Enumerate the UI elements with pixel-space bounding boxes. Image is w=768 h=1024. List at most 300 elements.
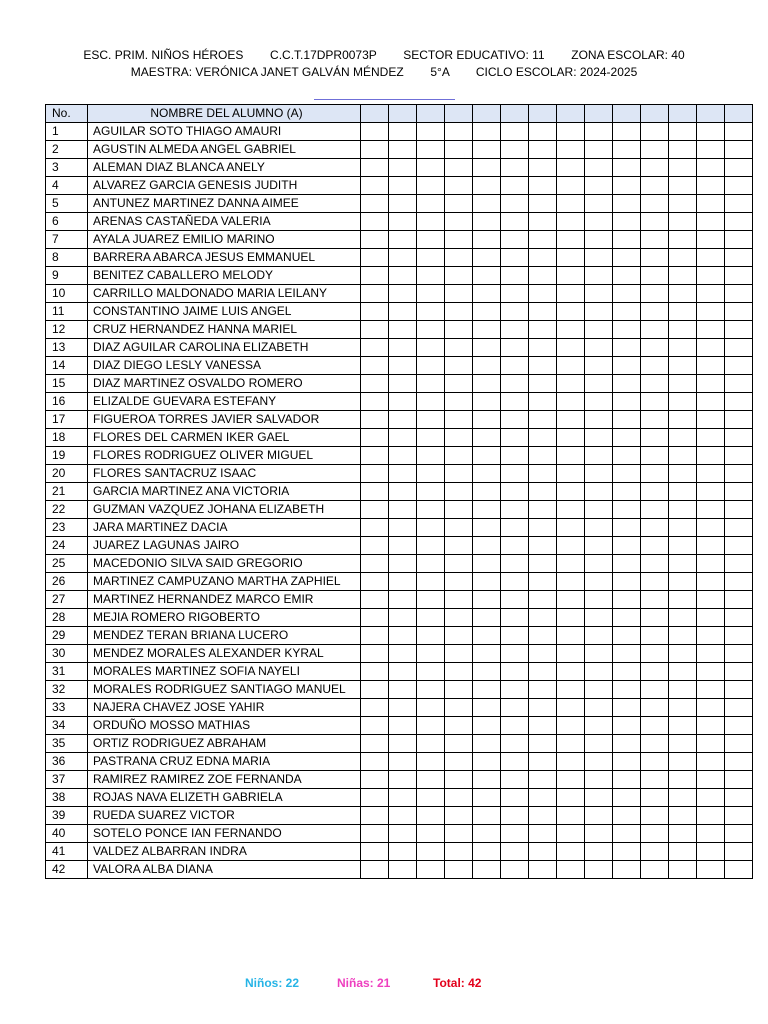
student-name: JARA MARTINEZ DACIA bbox=[88, 519, 361, 537]
blank-cell bbox=[361, 483, 389, 501]
blank-cell bbox=[613, 645, 641, 663]
blank-cell bbox=[613, 537, 641, 555]
blank-cell bbox=[613, 375, 641, 393]
blank-cell bbox=[389, 807, 417, 825]
student-name: ELIZALDE GUEVARA ESTEFANY bbox=[88, 393, 361, 411]
blank-cell bbox=[417, 663, 445, 681]
blank-cell bbox=[669, 681, 697, 699]
blank-cell bbox=[529, 195, 557, 213]
blank-cell bbox=[529, 249, 557, 267]
blank-cell bbox=[585, 231, 613, 249]
blank-cell bbox=[473, 681, 501, 699]
blank-cell bbox=[557, 699, 585, 717]
blank-cell bbox=[725, 339, 753, 357]
student-number: 33 bbox=[46, 699, 88, 717]
blank-cell bbox=[417, 465, 445, 483]
blank-cell bbox=[389, 627, 417, 645]
blank-cell bbox=[389, 285, 417, 303]
table-row bbox=[46, 645, 753, 663]
blank-cell bbox=[585, 195, 613, 213]
blank-cell bbox=[473, 231, 501, 249]
table-row bbox=[46, 771, 753, 789]
blank-cell bbox=[585, 861, 613, 879]
blank-cell bbox=[585, 573, 613, 591]
blank-cell bbox=[473, 267, 501, 285]
blank-cell bbox=[669, 627, 697, 645]
blank-cell bbox=[361, 717, 389, 735]
student-number: 22 bbox=[46, 501, 88, 519]
blank-cell bbox=[473, 123, 501, 141]
blank-cell bbox=[501, 699, 529, 717]
blank-cell bbox=[669, 663, 697, 681]
blank-cell bbox=[557, 447, 585, 465]
blank-cell bbox=[529, 699, 557, 717]
blank-cell bbox=[613, 843, 641, 861]
blank-cell bbox=[669, 465, 697, 483]
blank-cell bbox=[473, 195, 501, 213]
blank-cell bbox=[529, 357, 557, 375]
student-number: 28 bbox=[46, 609, 88, 627]
blank-cell bbox=[361, 249, 389, 267]
blank-cell bbox=[641, 141, 669, 159]
student-name: MENDEZ TERAN BRIANA LUCERO bbox=[88, 627, 361, 645]
blank-cell bbox=[669, 267, 697, 285]
blank-cell bbox=[613, 393, 641, 411]
blank-cell bbox=[529, 573, 557, 591]
blank-cell bbox=[501, 465, 529, 483]
student-number: 32 bbox=[46, 681, 88, 699]
blank-cell bbox=[445, 465, 473, 483]
student-name: CARRILLO MALDONADO MARIA LEILANY bbox=[88, 285, 361, 303]
blank-cell bbox=[389, 429, 417, 447]
blank-cell bbox=[361, 825, 389, 843]
blank-cell bbox=[585, 717, 613, 735]
girls-count: Niñas: 21 bbox=[337, 976, 391, 990]
blank-cell bbox=[473, 411, 501, 429]
blank-cell bbox=[389, 393, 417, 411]
blank-cell bbox=[641, 735, 669, 753]
blank-cell bbox=[501, 123, 529, 141]
student-name: FIGUEROA TORRES JAVIER SALVADOR bbox=[88, 411, 361, 429]
blank-cell bbox=[501, 771, 529, 789]
blank-cell bbox=[641, 843, 669, 861]
student-number: 8 bbox=[46, 249, 88, 267]
blank-cell bbox=[697, 303, 725, 321]
blank-cell bbox=[389, 735, 417, 753]
student-name: ALEMAN DIAZ BLANCA ANELY bbox=[88, 159, 361, 177]
student-number: 11 bbox=[46, 303, 88, 321]
blank-cell bbox=[697, 501, 725, 519]
table-row bbox=[46, 285, 753, 303]
blank-cell bbox=[669, 447, 697, 465]
blank-cell bbox=[725, 267, 753, 285]
blank-cell bbox=[641, 699, 669, 717]
blank-cell bbox=[613, 213, 641, 231]
blank-cell bbox=[585, 753, 613, 771]
student-number: 35 bbox=[46, 735, 88, 753]
blank-cell bbox=[585, 519, 613, 537]
blank-column-header bbox=[613, 105, 641, 123]
blank-cell bbox=[585, 159, 613, 177]
blank-cell bbox=[389, 231, 417, 249]
blank-cell bbox=[473, 537, 501, 555]
blank-cell bbox=[473, 393, 501, 411]
blank-cell bbox=[725, 519, 753, 537]
student-number: 18 bbox=[46, 429, 88, 447]
blank-cell bbox=[361, 303, 389, 321]
blank-cell bbox=[473, 627, 501, 645]
student-roster-table bbox=[45, 104, 753, 879]
blank-cell bbox=[389, 753, 417, 771]
blank-cell bbox=[641, 303, 669, 321]
blank-cell bbox=[585, 303, 613, 321]
blank-cell bbox=[641, 591, 669, 609]
blank-cell bbox=[641, 663, 669, 681]
blank-cell bbox=[501, 213, 529, 231]
blank-cell bbox=[585, 609, 613, 627]
student-name: PASTRANA CRUZ EDNA MARIA bbox=[88, 753, 361, 771]
student-name: VALDEZ ALBARRAN INDRA bbox=[88, 843, 361, 861]
blank-cell bbox=[529, 177, 557, 195]
blank-cell bbox=[389, 717, 417, 735]
blank-column-header bbox=[445, 105, 473, 123]
blank-cell bbox=[529, 807, 557, 825]
blank-cell bbox=[417, 699, 445, 717]
blank-cell bbox=[361, 645, 389, 663]
blank-cell bbox=[529, 771, 557, 789]
blank-cell bbox=[697, 717, 725, 735]
blank-cell bbox=[697, 573, 725, 591]
blank-cell bbox=[557, 303, 585, 321]
blank-cell bbox=[501, 591, 529, 609]
blank-cell bbox=[445, 555, 473, 573]
blank-cell bbox=[445, 627, 473, 645]
blank-cell bbox=[501, 177, 529, 195]
blank-cell bbox=[529, 321, 557, 339]
blank-cell bbox=[725, 699, 753, 717]
blank-cell bbox=[361, 609, 389, 627]
blank-cell bbox=[529, 159, 557, 177]
blank-cell bbox=[445, 249, 473, 267]
blank-cell bbox=[725, 681, 753, 699]
student-number: 12 bbox=[46, 321, 88, 339]
blank-cell bbox=[417, 357, 445, 375]
blank-cell bbox=[641, 321, 669, 339]
blank-cell bbox=[473, 321, 501, 339]
blank-cell bbox=[417, 789, 445, 807]
blank-cell bbox=[697, 609, 725, 627]
student-number: 30 bbox=[46, 645, 88, 663]
blank-cell bbox=[585, 339, 613, 357]
blank-cell bbox=[473, 735, 501, 753]
blank-cell bbox=[641, 177, 669, 195]
blank-cell bbox=[473, 861, 501, 879]
blank-cell bbox=[473, 609, 501, 627]
blank-cell bbox=[725, 627, 753, 645]
blank-cell bbox=[473, 447, 501, 465]
blank-cell bbox=[473, 339, 501, 357]
blank-cell bbox=[669, 717, 697, 735]
blank-cell bbox=[529, 303, 557, 321]
column-header-number: No. bbox=[46, 105, 88, 123]
student-number: 5 bbox=[46, 195, 88, 213]
blank-cell bbox=[585, 177, 613, 195]
blank-cell bbox=[641, 861, 669, 879]
blank-cell bbox=[613, 303, 641, 321]
student-number: 42 bbox=[46, 861, 88, 879]
blank-cell bbox=[557, 123, 585, 141]
blank-cell bbox=[417, 123, 445, 141]
blank-cell bbox=[445, 447, 473, 465]
blank-cell bbox=[389, 501, 417, 519]
blank-cell bbox=[669, 249, 697, 267]
blank-cell bbox=[585, 141, 613, 159]
blank-cell bbox=[473, 753, 501, 771]
blank-cell bbox=[697, 285, 725, 303]
blank-cell bbox=[557, 519, 585, 537]
blank-cell bbox=[417, 177, 445, 195]
blank-cell bbox=[529, 843, 557, 861]
blank-cell bbox=[641, 213, 669, 231]
student-number: 3 bbox=[46, 159, 88, 177]
table-row bbox=[46, 375, 753, 393]
blank-cell bbox=[417, 753, 445, 771]
student-number: 23 bbox=[46, 519, 88, 537]
table-row bbox=[46, 231, 753, 249]
blank-cell bbox=[641, 357, 669, 375]
table-row bbox=[46, 861, 753, 879]
blank-cell bbox=[417, 195, 445, 213]
blank-cell bbox=[557, 195, 585, 213]
blank-cell bbox=[445, 339, 473, 357]
blank-cell bbox=[529, 465, 557, 483]
blank-cell bbox=[557, 843, 585, 861]
blank-cell bbox=[725, 123, 753, 141]
blank-cell bbox=[557, 411, 585, 429]
table-row bbox=[46, 159, 753, 177]
blank-cell bbox=[445, 663, 473, 681]
blank-cell bbox=[473, 465, 501, 483]
table-row bbox=[46, 321, 753, 339]
blank-cell bbox=[473, 177, 501, 195]
blank-cell bbox=[361, 429, 389, 447]
table-row bbox=[46, 303, 753, 321]
blank-cell bbox=[585, 771, 613, 789]
blank-cell bbox=[585, 447, 613, 465]
blank-cell bbox=[501, 735, 529, 753]
blank-cell bbox=[669, 519, 697, 537]
blank-cell bbox=[585, 285, 613, 303]
blank-cell bbox=[557, 753, 585, 771]
blank-cell bbox=[361, 141, 389, 159]
table-row bbox=[46, 609, 753, 627]
blank-cell bbox=[725, 213, 753, 231]
blank-cell bbox=[501, 807, 529, 825]
blank-cell bbox=[417, 483, 445, 501]
blank-cell bbox=[445, 357, 473, 375]
blank-cell bbox=[501, 753, 529, 771]
blank-cell bbox=[361, 213, 389, 231]
blank-cell bbox=[361, 357, 389, 375]
blank-cell bbox=[669, 735, 697, 753]
blank-cell bbox=[417, 537, 445, 555]
table-row bbox=[46, 213, 753, 231]
blank-cell bbox=[529, 411, 557, 429]
blank-cell bbox=[445, 231, 473, 249]
student-number: 27 bbox=[46, 591, 88, 609]
table-row bbox=[46, 681, 753, 699]
blank-cell bbox=[725, 483, 753, 501]
table-row bbox=[46, 627, 753, 645]
blank-cell bbox=[417, 141, 445, 159]
blank-cell bbox=[641, 573, 669, 591]
blank-cell bbox=[389, 483, 417, 501]
blank-cell bbox=[697, 645, 725, 663]
blank-cell bbox=[501, 609, 529, 627]
student-name: CONSTANTINO JAIME LUIS ANGEL bbox=[88, 303, 361, 321]
blank-cell bbox=[725, 303, 753, 321]
blank-cell bbox=[501, 267, 529, 285]
blank-cell bbox=[445, 753, 473, 771]
blank-cell bbox=[613, 123, 641, 141]
blank-cell bbox=[473, 843, 501, 861]
blank-cell bbox=[669, 393, 697, 411]
student-name: ROJAS NAVA ELIZETH GABRIELA bbox=[88, 789, 361, 807]
blank-cell bbox=[445, 735, 473, 753]
blank-cell bbox=[501, 231, 529, 249]
blank-cell bbox=[613, 519, 641, 537]
blank-cell bbox=[557, 573, 585, 591]
blank-cell bbox=[417, 249, 445, 267]
blank-cell bbox=[445, 699, 473, 717]
blank-cell bbox=[501, 843, 529, 861]
blank-cell bbox=[389, 555, 417, 573]
blank-cell bbox=[529, 555, 557, 573]
blank-cell bbox=[361, 537, 389, 555]
blank-cell bbox=[697, 195, 725, 213]
student-name: AGUILAR SOTO THIAGO AMAURI bbox=[88, 123, 361, 141]
blank-cell bbox=[501, 429, 529, 447]
student-name: DIAZ DIEGO LESLY VANESSA bbox=[88, 357, 361, 375]
blank-cell bbox=[389, 357, 417, 375]
blank-cell bbox=[501, 357, 529, 375]
blank-cell bbox=[501, 321, 529, 339]
blank-cell bbox=[473, 573, 501, 591]
blank-cell bbox=[501, 789, 529, 807]
blank-cell bbox=[669, 483, 697, 501]
blank-cell bbox=[641, 537, 669, 555]
student-number: 2 bbox=[46, 141, 88, 159]
blank-cell bbox=[585, 483, 613, 501]
blank-cell bbox=[417, 231, 445, 249]
blank-cell bbox=[557, 285, 585, 303]
blank-cell bbox=[669, 411, 697, 429]
blank-cell bbox=[613, 825, 641, 843]
blank-cell bbox=[725, 501, 753, 519]
blank-cell bbox=[641, 123, 669, 141]
table-row bbox=[46, 519, 753, 537]
blank-cell bbox=[445, 825, 473, 843]
blank-cell bbox=[361, 447, 389, 465]
student-number: 14 bbox=[46, 357, 88, 375]
blank-cell bbox=[473, 141, 501, 159]
table-row bbox=[46, 501, 753, 519]
blank-cell bbox=[389, 267, 417, 285]
blank-cell bbox=[473, 429, 501, 447]
blank-cell bbox=[557, 465, 585, 483]
blank-cell bbox=[445, 717, 473, 735]
blank-cell bbox=[389, 249, 417, 267]
blank-cell bbox=[669, 807, 697, 825]
blank-cell bbox=[389, 519, 417, 537]
blank-cell bbox=[529, 339, 557, 357]
blank-cell bbox=[725, 195, 753, 213]
blank-cell bbox=[389, 303, 417, 321]
blank-cell bbox=[361, 393, 389, 411]
blank-cell bbox=[557, 231, 585, 249]
blank-cell bbox=[585, 789, 613, 807]
blank-cell bbox=[389, 123, 417, 141]
blank-cell bbox=[361, 285, 389, 303]
blank-cell bbox=[361, 591, 389, 609]
blank-cell bbox=[697, 825, 725, 843]
blank-cell bbox=[613, 609, 641, 627]
blank-cell bbox=[669, 321, 697, 339]
blank-cell bbox=[585, 537, 613, 555]
blank-cell bbox=[641, 807, 669, 825]
blank-cell bbox=[389, 645, 417, 663]
blank-cell bbox=[669, 285, 697, 303]
blank-cell bbox=[501, 627, 529, 645]
blank-cell bbox=[585, 807, 613, 825]
blank-cell bbox=[557, 177, 585, 195]
blank-cell bbox=[361, 627, 389, 645]
blank-cell bbox=[725, 771, 753, 789]
blank-cell bbox=[389, 537, 417, 555]
blank-cell bbox=[557, 159, 585, 177]
blank-cell bbox=[641, 825, 669, 843]
blank-cell bbox=[361, 411, 389, 429]
blank-cell bbox=[585, 375, 613, 393]
blank-cell bbox=[641, 717, 669, 735]
blank-cell bbox=[445, 861, 473, 879]
blank-cell bbox=[725, 141, 753, 159]
blank-cell bbox=[361, 177, 389, 195]
blank-cell bbox=[417, 321, 445, 339]
blank-cell bbox=[389, 771, 417, 789]
blank-cell bbox=[529, 663, 557, 681]
table-row bbox=[46, 195, 753, 213]
blank-cell bbox=[669, 339, 697, 357]
blank-cell bbox=[445, 501, 473, 519]
blank-cell bbox=[445, 267, 473, 285]
blank-cell bbox=[725, 663, 753, 681]
blank-column-header bbox=[697, 105, 725, 123]
blank-cell bbox=[417, 267, 445, 285]
blank-cell bbox=[613, 753, 641, 771]
student-number: 7 bbox=[46, 231, 88, 249]
blank-cell bbox=[417, 591, 445, 609]
blank-cell bbox=[473, 663, 501, 681]
student-name: ORTIZ RODRIGUEZ ABRAHAM bbox=[88, 735, 361, 753]
table-row bbox=[46, 177, 753, 195]
blank-cell bbox=[585, 429, 613, 447]
blank-cell bbox=[725, 789, 753, 807]
student-name: MENDEZ MORALES ALEXANDER KYRAL bbox=[88, 645, 361, 663]
student-number: 40 bbox=[46, 825, 88, 843]
blank-cell bbox=[501, 519, 529, 537]
teacher-header-line: MAESTRA: VERÓNICA JANET GALVÁN MÉNDEZ 5°A CICLO ESCOLAR: 2024-2025 bbox=[130, 65, 638, 79]
